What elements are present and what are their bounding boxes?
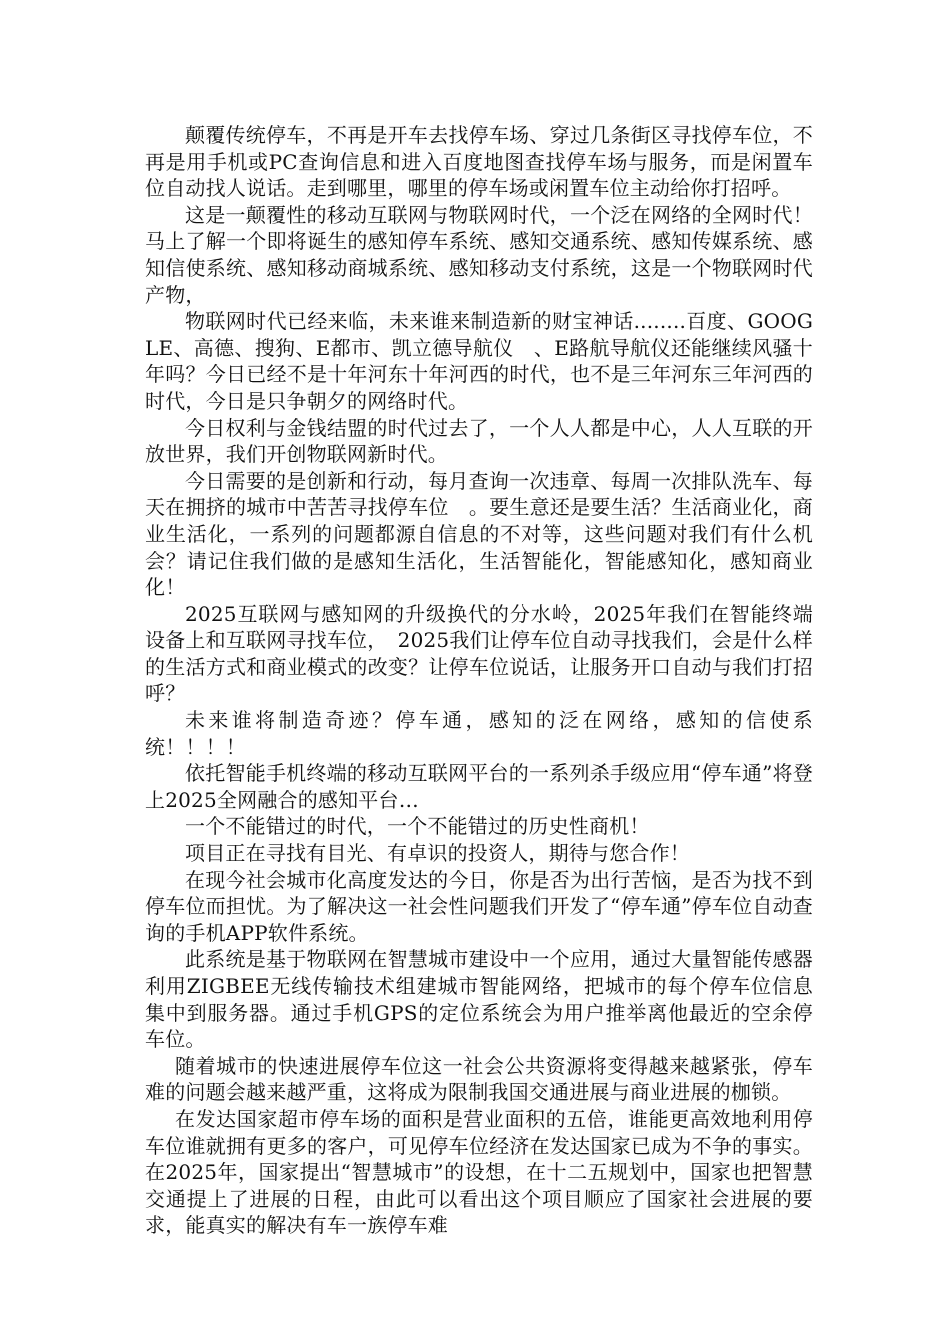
paragraph: 这是一颠覆性的移动互联网与物联网时代，一个泛在网络的全网时代！马上了解一个即将诞生的感知停车系统、感知交通系统、感知传媒系统、感知信使系统、感知移动商城系统、感知移动支付系统，这是一个物联网时代产物， [145, 202, 813, 307]
paragraph: 项目正在寻找有目光、有卓识的投资人，期待与您合作！ [185, 841, 690, 866]
paragraph: 此系统是基于物联网在智慧城市建设中一个应用，通过大量智能传感器利用ZIGBEE无线传输技术组建城市智能网络，把城市的每个停车位信息集中到服务器。通过手机GPS的定位系统会为用户推举离他最近的空余停车位。 [145, 947, 813, 1052]
paragraph: 物联网时代已经来临，未来谁来制造新的财宝神话........百度、GOOGLE、高德、搜狗、E都市、凯立德导航仪 、E路航导航仪还能继续风骚十年吗？今日已经不是十年河东十年河西的时代，也不是三年河东三年河西的时代，今日是只争朝夕的网络时代。 [145, 309, 813, 413]
paragraph: 今日权利与金钱结盟的时代过去了，一个人人都是中心，人人互联的开放世界，我们开创物联网新时代。 [145, 415, 813, 467]
document-body [145, 122, 813, 1239]
paragraph: 一个不能错过的时代，一个不能错过的历史性商机！ [185, 814, 650, 839]
paragraph: 2025互联网与感知网的升级换代的分水岭，2025年我们在智能终端设备上和互联网寻找车位， 2025我们让停车位自动寻找我们，会是什么样的生活方式和商业模式的改变？让停车位说话，让服务开口自动与我们打招呼？ [145, 601, 813, 706]
paragraph: 依托智能手机终端的移动互联网平台的一系列杀手级应用“停车通”将登上2025全网融合的感知平台… [145, 761, 813, 812]
paragraph: 未来谁将制造奇迹？停车通，感知的泛在网络，感知的信使系统！！！！ [145, 708, 813, 759]
paragraph: 在发达国家超市停车场的面积是营业面积的五倍，谁能更高效地利用停车位谁就拥有更多的客户，可见停车位经济在发达国家已成为不争的事实。在2025年，国家提出“智慧城市”的设想，在十二五规划中，国家也把智慧交通提上了进展的日程，由此可以看出这个项目顺应了国家社会进展的要求，能真实的解决有车一族停车难 [145, 1106, 813, 1238]
paragraph: 颠覆传统停车，不再是开车去找停车场、穿过几条街区寻找停车位，不再是用手机或PC查询信息和进入百度地图查找停车场与服务，而是闲置车位自动找人说话。走到哪里，哪里的停车场或闲置车位主动给你打招呼。 [145, 123, 813, 201]
paragraph: 随着城市的快速进展停车位这一社会公共资源将变得越来越紧张，停车难的问题会越来越严重，这将成为限制我国交通进展与商业进展的枷锁。 [145, 1053, 813, 1105]
paragraph: 今日需要的是创新和行动，每月查询一次违章、每周一次排队洗车、每天在拥挤的城市中苦苦寻找停车位 。要生意还是要生活？生活商业化，商业生活化，一系列的问题都源自信息的不对等，这些问题对我们有什么机会？请记住我们做的是感知生活化，生活智能化，智能感知化，感知商业化！ [145, 468, 813, 600]
paragraph: 在现今社会城市化高度发达的今日，你是否为出行苦恼，是否为找不到停车位而担忧。为了解决这一社会性问题我们开发了“停车通”停车位自动查询的手机APP软件系统。 [145, 867, 813, 945]
